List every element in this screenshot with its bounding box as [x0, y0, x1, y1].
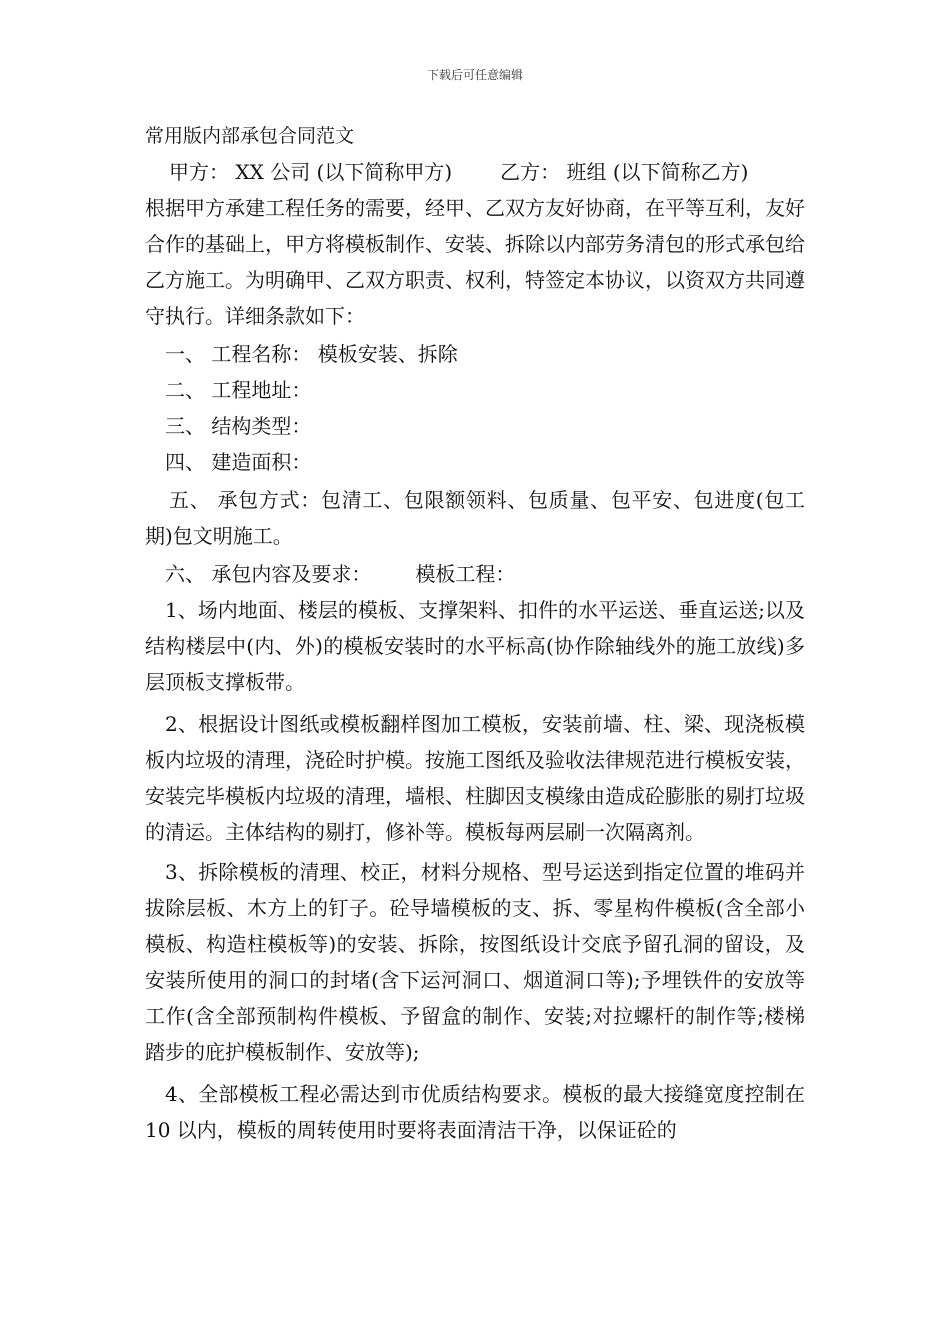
item-building-area: 四、 建造面积：	[165, 450, 312, 474]
party-a: 甲方： XX 公司 (以下简称甲方)	[169, 160, 453, 184]
item-formwork-label: 模板工程：	[415, 562, 516, 586]
clause-1: 1、场内地面、楼层的模板、支撑架料、扣件的水平运送、垂直运送;以及结构楼层中(内、外)的模板安装时的水平标高(协作除轴线外的施工放线)多层顶板支撑板带。	[145, 598, 805, 694]
party-b: 乙方： 班组 (以下简称乙方)	[500, 160, 749, 184]
item-structure-type: 三、 结构类型：	[165, 414, 312, 438]
item-contract-content	[145, 556, 805, 592]
item-contract-method: 五、 承包方式：包清工、包限额领料、包质量、包平安、包进度(包工期)包文明施工。	[145, 488, 805, 548]
item-project-name: 一、 工程名称： 模板安装、拆除	[165, 342, 458, 366]
clause-3: 3、拆除模板的清理、校正，材料分规格、型号运送到指定位置的堆码并拔除层板、木方上的钉子。砼导墙模板的支、拆、零星构件模板(含全部小模板、构造柱模板等)的安装、拆除，按图纸设计交底予留孔洞的留设，及安装所使用的洞口的封堵(含下运河洞口、烟道洞口等);予埋铁件的安放等工作(含全部预制构件模板、予留盒的制作、安装;对拉螺杆的制作等;楼梯踏步的庇护模板制作、安放等);	[145, 860, 805, 1064]
page-header	[0, 66, 950, 83]
header-note: 下载后可任意编辑	[426, 68, 523, 82]
document-body	[145, 118, 805, 1148]
intro-paragraph: 根据甲方承建工程任务的需要，经甲、乙双方友好协商，在平等互利，友好合作的基础上，甲方将模板制作、安装、拆除以内部劳务清包的形式承包给乙方施工。为明确甲、乙双方职责、权利，特签定本协议，以资双方共同遵守执行。详细条款如下：	[145, 196, 805, 328]
clause-4: 4、全部模板工程必需达到市优质结构要求。模板的最大接缝宽度控制在 10 以内，模板的周转使用时要将表面清洁干净，以保证砼的	[145, 1082, 805, 1142]
document-title: 常用版内部承包合同范文	[145, 125, 355, 147]
clause-2: 2、根据设计图纸或模板翻样图加工模板，安装前墙、柱、梁、现浇板模板内垃圾的清理，浇砼时护模。按施工图纸及验收法律规范进行模板安装，安装完毕模板内垃圾的清理，墙根、柱脚因支模缘由造成砼膨胀的剔打垃圾的清运。主体结构的剔打，修补等。模板每两层刷一次隔离剂。	[145, 712, 805, 844]
parties-line	[145, 154, 805, 190]
item-contract-content-label: 六、 承包内容及要求：	[165, 562, 372, 586]
item-project-address: 二、 工程地址：	[165, 378, 312, 402]
